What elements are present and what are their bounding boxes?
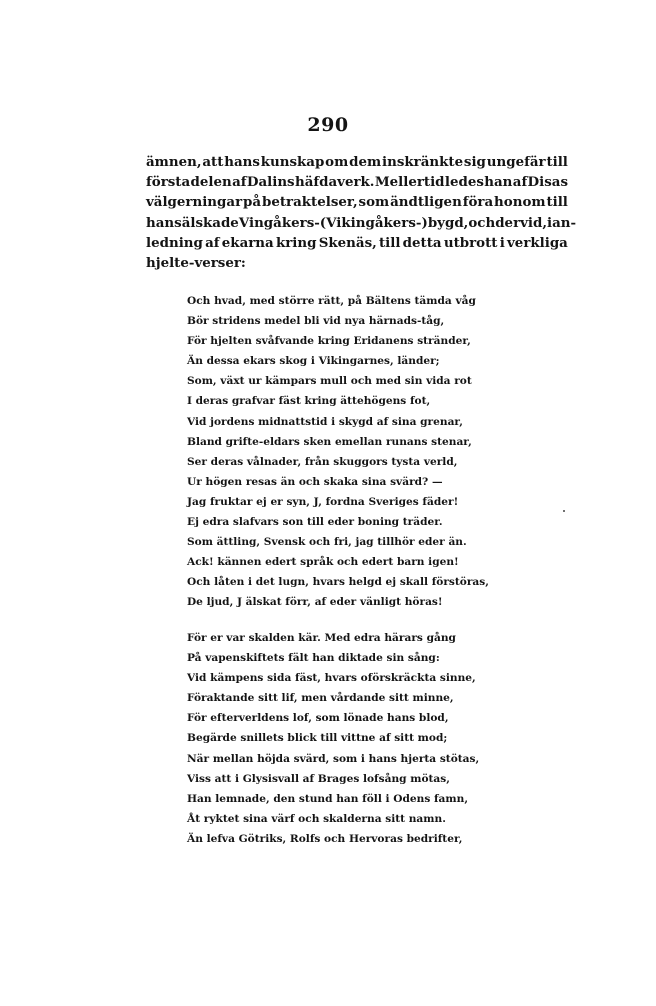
verse-line: För efterverldens lof, som lönade hans blod, xyxy=(187,712,449,725)
verse-line: Vid jordens midnattstid i skygd af sina grenar, xyxy=(187,415,463,428)
verse-stanza-2 xyxy=(187,628,487,849)
prose-line: ledning af ekarna kring Skenäs, till detta utbrott i verkliga xyxy=(146,234,568,251)
page-number: 290 xyxy=(307,114,349,136)
verse-line: Än dessa ekars skog i Vikingarnes, länder; xyxy=(187,355,440,368)
verse-line: Ur högen resas än och skaka sina svärd? — xyxy=(187,475,443,488)
prose-line: första delen af Dalins häfdaverk. Mellertid ledes han af Disas xyxy=(146,174,568,191)
verse-line: När mellan höjda svärd, som i hans hjerta stötas, xyxy=(187,752,480,765)
verse-line: Ack! kännen edert språk och edert barn igen! xyxy=(187,556,459,569)
prose-line: hjelte-verser: xyxy=(146,255,246,272)
verse-line: På vapenskiftets fält han diktade sin sång: xyxy=(187,652,440,665)
verse-line: Och hvad, med större rätt, på Bältens tämda våg xyxy=(187,295,476,307)
prose-line: ämnen, att hans kunskap om dem inskränkte sig ungefär till xyxy=(146,154,568,170)
verse-line: Som, växt ur kämpars mull och med sin vida rot xyxy=(187,375,472,388)
verse-line: Bland grifte-eldars sken emellan runans stenar, xyxy=(187,435,472,448)
verse-line: Jag fruktar ej er syn, J, fordna Sveriges fäder! xyxy=(187,495,459,508)
verse-line: Ej edra slafvars son till eder boning träder. xyxy=(187,516,443,529)
verse-line: Och låten i det lugn, hvars helgd ej skall förstöras, xyxy=(187,576,489,589)
verse-line: Begärde snillets blick till vittne af sitt mod; xyxy=(187,732,448,745)
verse-line: I deras grafvar fäst kring ättehögens fot, xyxy=(187,395,431,408)
verse-line: Vid kämpens sida fäst, hvars oförskräckta sinne, xyxy=(187,672,476,685)
verse-line: Viss att i Glysisvall af Brages lofsång mötas, xyxy=(187,772,450,785)
verse-line: De ljud, J älskat förr, af eder vänligt höras! xyxy=(187,596,443,609)
verse-line: Som ättling, Svensk och fri, jag tillhör eder än. xyxy=(187,536,467,549)
verse-line: Föraktande sitt lif, men vårdande sitt minne, xyxy=(187,692,454,705)
verse-line: Ser deras vålnader, från skuggors tysta verld, xyxy=(187,455,458,468)
prose-line: hans älskade Vingåkers- (Vikingåkers-) bygd, och dervid, i an- xyxy=(146,214,577,231)
verse-stanza-1 xyxy=(187,291,487,613)
verse-line: Han lemnade, den stund han föll i Odens famn, xyxy=(187,792,469,805)
verse-line: Åt ryktet sina värf och skalderna sitt namn. xyxy=(187,812,446,825)
prose-line: välgerningar på betraktelser, som ändtligen föra honom till xyxy=(146,194,568,211)
verse-line: Bör stridens medel bli vid nya härnads-tåg, xyxy=(187,315,445,328)
stray-ink-mark xyxy=(563,510,565,512)
verse-line: Än lefva Götriks, Rolfs och Hervoras bedrifter, xyxy=(187,832,463,845)
verse-line: För er var skalden kär. Med edra härars gång xyxy=(187,632,456,644)
prose-paragraph xyxy=(146,152,577,273)
verse-line: För hjelten svåfvande kring Eridanens stränder, xyxy=(187,335,471,348)
